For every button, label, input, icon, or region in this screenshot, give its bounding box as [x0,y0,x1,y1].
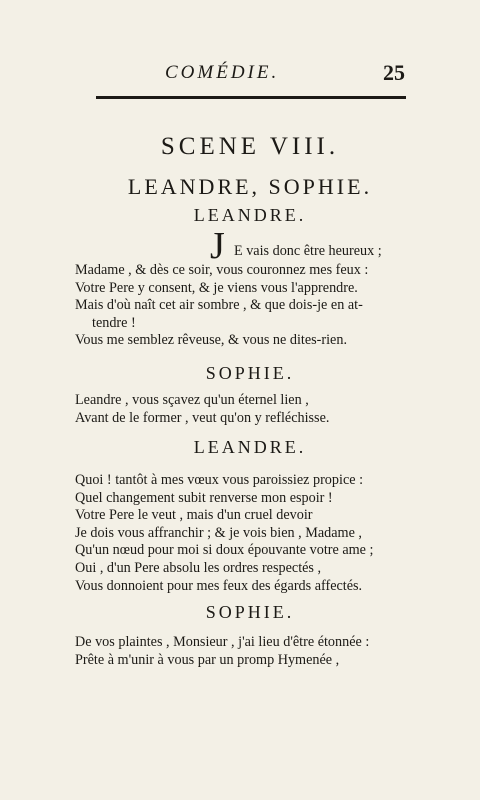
speaker-name: SOPHIE. [205,602,295,622]
verse-line: Qu'un nœud pour moi si doux épouvante votre ame ; [75,542,374,559]
verse-line: Votre Pere le veut , mais d'un cruel devoir [75,507,313,524]
verse-block [75,472,455,595]
speaker-name: LEANDRE. [193,437,307,457]
speaker-name: LEANDRE. [193,205,307,225]
verse-line: Quel changement subit renverse mon espoir ! [75,489,333,506]
verse-line: Je dois vous affranchir ; & je vois bien , Madame , [75,524,362,541]
speaker-name: SOPHIE. [205,363,295,383]
drop-cap: J [210,225,225,267]
verse-line: De vos plaintes , Monsieur , j'ai lieu d'être étonnée : [75,634,370,650]
verse-block [75,392,455,427]
verse-line: Vous me semblez rêveuse, & vous ne dites-rien. [75,332,347,349]
verse-line: Oui , d'un Pere absolu les ordres respectés , [75,559,322,576]
verse-line: Votre Pere y consent, & je viens vous l'apprendre. [75,279,358,296]
header-rule [96,96,406,99]
scene-heading: SCENE VIII. [160,133,340,160]
verse-line: Prête à m'unir à vous par un promp Hymenée , [75,651,340,668]
verse-line: Quoi ! tantôt à mes vœux vous paroissiez propice : [75,472,364,488]
verse-line: tendre ! [92,314,136,331]
verse-line: Leandre , vous sçavez qu'un éternel lien , [75,392,309,408]
verse-line: E vais donc être heureux ; [234,243,382,259]
verse-line: Madame , & dès ce soir, vous couronnez mes feux : [75,262,369,278]
page-number: 25 [383,60,405,85]
verse-line: Mais d'où naît cet air sombre , & que dois-je en at- [75,297,363,314]
verse-line: Avant de le former , veut qu'on y refléchisse. [75,409,330,426]
verse-block [75,262,455,350]
scene-characters: LEANDRE, SOPHIE. [127,174,373,199]
verse-line: Vous donnoient pour mes feux des égards affectés. [75,577,363,594]
verse-block [75,634,455,669]
running-title: COMÉDIE. [165,62,280,83]
running-head [0,60,480,86]
